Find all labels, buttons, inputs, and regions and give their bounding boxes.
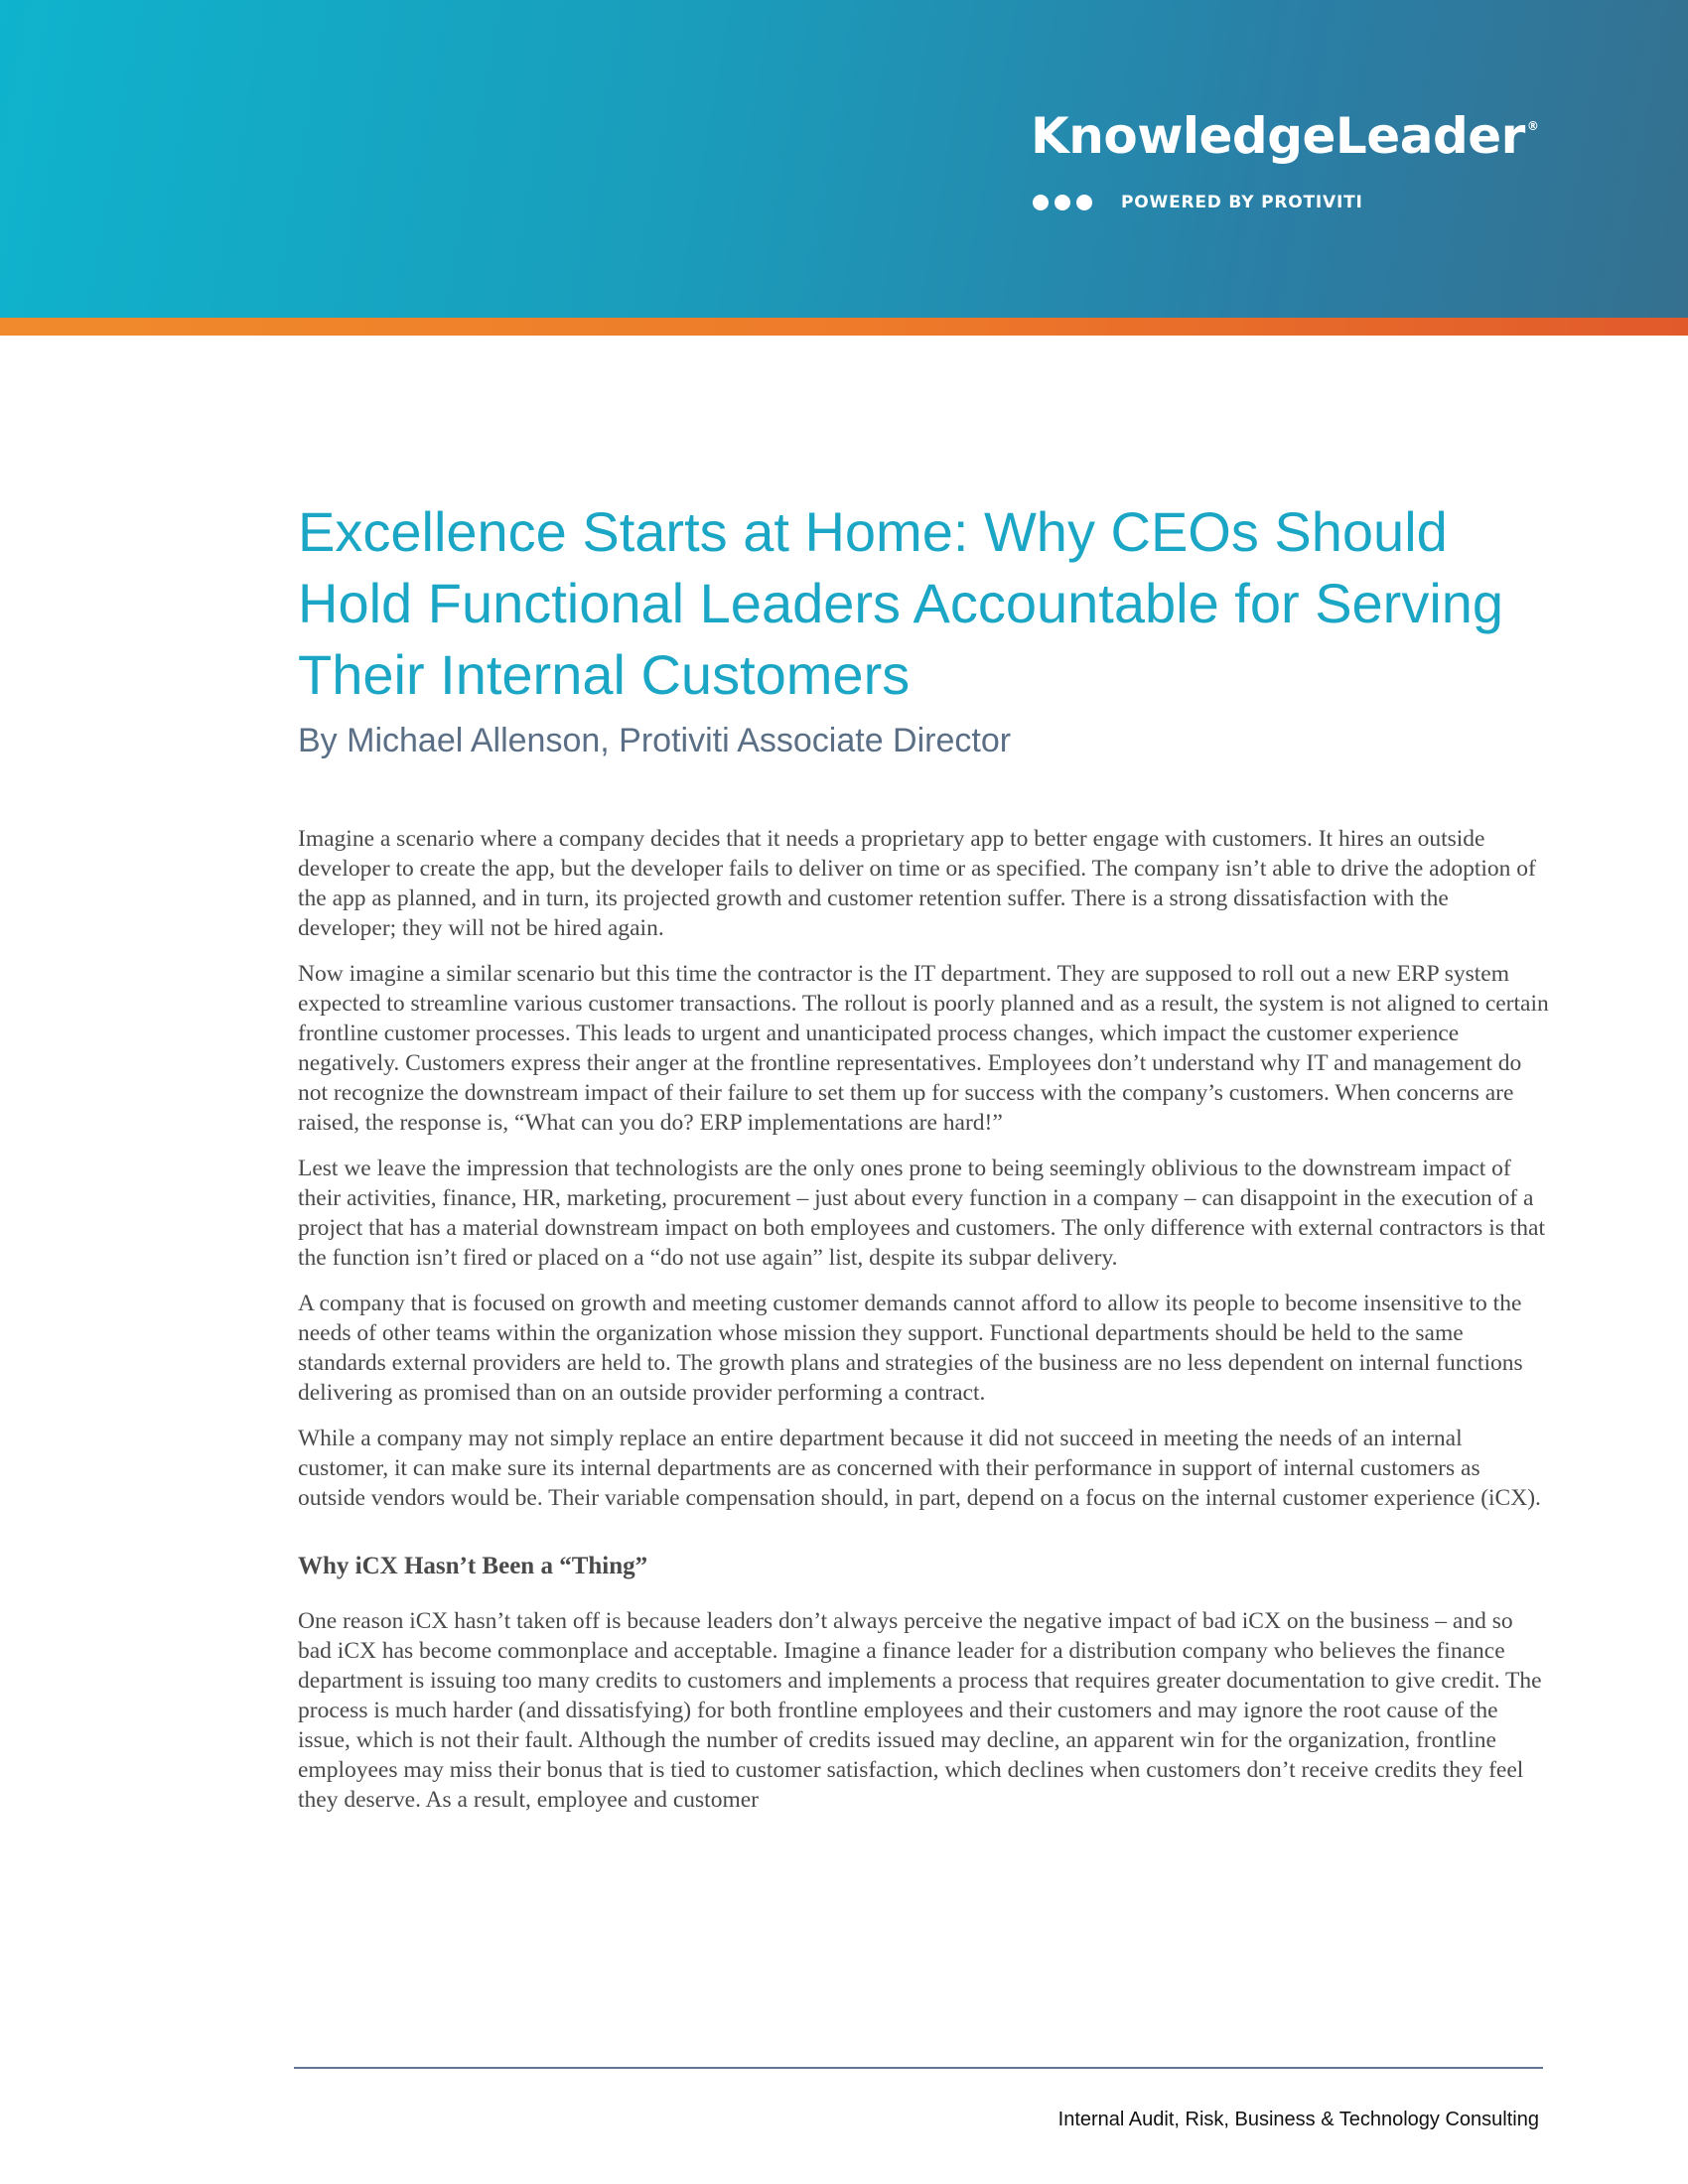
logo-tagline: POWERED BY PROTIVITI: [1121, 193, 1363, 212]
logo-dot: [1055, 195, 1070, 210]
footer-divider: [294, 2067, 1543, 2069]
knowledgeleader-logo: [1031, 107, 1538, 165]
body-paragraph: A company that is focused on growth and meeting customer demands cannot afford to allow its people to become insensitive to the needs of other teams within the organization whose mission they support. Functional departments should be held to the same standards external providers are held to. The growth plans and strategies of the business are no less dependent on internal functions delivering as promised than on an outside provider performing a contract.: [298, 1291, 1523, 1406]
body-paragraph: Lest we leave the impression that technologists are the only ones prone to being seemingly oblivious to the downstream impact of their activities, finance, HR, marketing, procurement – just about every function in a company – can disappoint in the execution of a project that has a material downstream impact on both employees and customers. The only difference with external contractors is that the function isn’t fired or placed on a “do not use again” list, despite its subpar delivery.: [298, 1156, 1545, 1271]
logo-dot: [1033, 195, 1049, 210]
body-paragraph: Now imagine a similar scenario but this time the contractor is the IT department. They are supposed to roll out a new ERP system expected to streamline various customer transactions. The rollout is poorly planned and as a result, the system is not aligned to certain frontline customer processes. This leads to urgent and unanticipated process changes, which impact the customer experience negatively. Customers express their anger at the frontline representatives. Employees don’t understand why IT and management do not recognize the downstream impact of their failure to set them up for success with the company’s customers. When concerns are raised, the response is, “What can you do? ERP implementations are hard!”: [298, 961, 1549, 1136]
article-body: [298, 824, 1549, 1815]
registered-mark: ®: [1526, 119, 1539, 133]
article-title: Excellence Starts at Home: Why CEOs Should Hold Functional Leaders Accountable for Serving Their Internal Customers: [298, 500, 1504, 706]
logo-dots-icon: [1033, 195, 1092, 210]
section-paragraph: One reason iCX hasn’t taken off is because leaders don’t always perceive the negative impact of bad iCX on the business – and so bad iCX has become commonplace and acceptable. Imagine a finance leader for a distribution company who believes the finance department is issuing too many credits to customers and implements a process that requires greater documentation to give credit. The process is much harder (and dissatisfying) for both frontline employees and their customers and may ignore the root cause of the issue, which is not their fault. Although the number of credits issued may decline, an apparent win for the organization, frontline employees may miss their bonus that is tied to customer satisfaction, which declines when customers don’t receive credits they feel they deserve. As a result, employee and customer: [298, 1608, 1542, 1813]
article-content: [298, 496, 1549, 1831]
logo-dot: [1076, 195, 1092, 210]
body-paragraph: While a company may not simply replace an entire department because it did not succeed in meeting the needs of an internal customer, it can make sure its internal departments are as concerned with their performance in support of internal customers as outside vendors would be. Their variable compensation should, in part, depend on a focus on the internal customer experience (iCX).: [298, 1426, 1541, 1511]
footer-tagline: Internal Audit, Risk, Business & Technology Consulting: [1057, 2109, 1539, 2130]
body-paragraph: Imagine a scenario where a company decides that it needs a proprietary app to better engage with customers. It hires an outside developer to create the app, but the developer fails to deliver on time or as specified. The company isn’t able to drive the adoption of the app as planned, and in turn, its projected growth and customer retention suffer. There is a strong dissatisfaction with the developer; they will not be hired again.: [298, 826, 1536, 941]
section-heading: Why iCX Hasn’t Been a “Thing”: [298, 1553, 648, 1579]
header-accent-stripe: [0, 318, 1688, 336]
logo-wordmark-text: KnowledgeLeader: [1031, 107, 1525, 165]
article-byline: By Michael Allenson, Protiviti Associate Director: [298, 722, 1012, 759]
